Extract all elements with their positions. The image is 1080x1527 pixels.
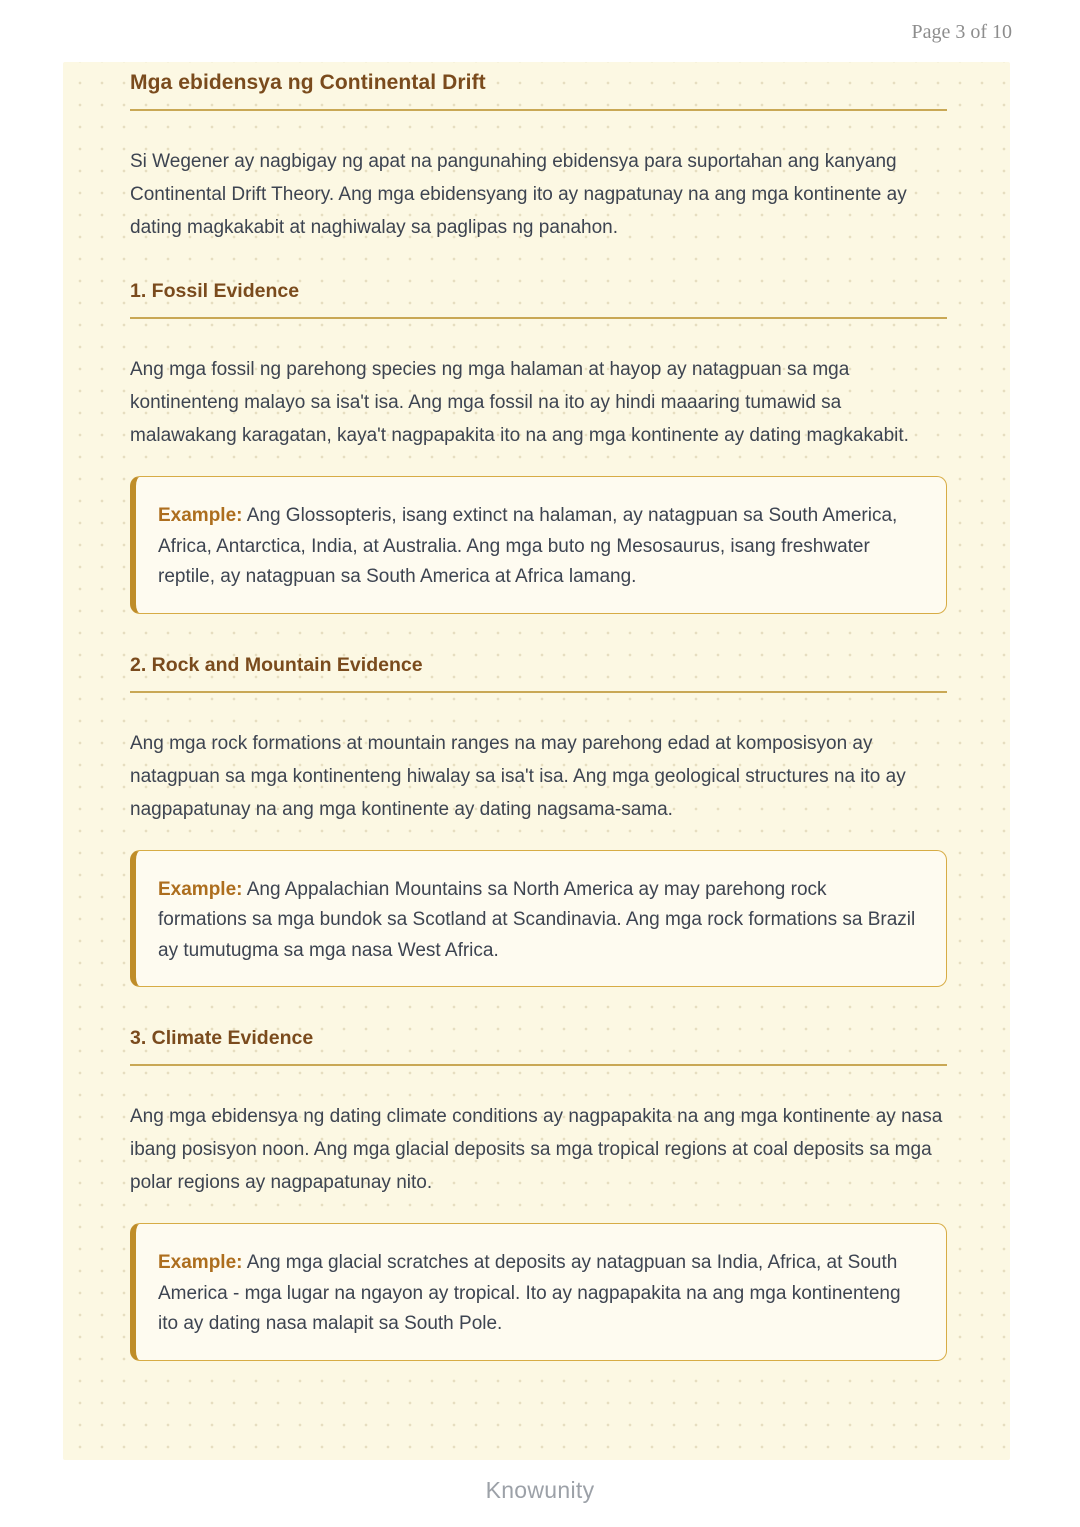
example-paragraph [158, 1248, 918, 1340]
title-rule [130, 109, 947, 111]
section-climate-evidence [130, 1027, 947, 1361]
section-paragraph: Ang mga rock formations at mountain ranges na may parehong edad at komposisyon ay natagpuan sa mga kontinenteng hiwalay sa isa't isa. Ang mga geological structures na ito ay nagpapatunay na ang mga kontinente ay dating nagsama-sama. [130, 732, 906, 820]
section-paragraph: Ang mga fossil ng parehong species ng mga halaman at hayop ay natagpuan sa mga kontinenteng malayo sa isa't isa. Ang mga fossil na ito ay hindi maaaring tumawid sa malawakang karagatan, kaya't nagpapakita ito na ang mga kontinente ay dating magkakabit. [130, 359, 909, 446]
section-fossil-evidence [130, 280, 947, 614]
page-indicator: Page 3 of 10 [911, 21, 1012, 43]
footer-brand: Knowunity [485, 1477, 595, 1503]
document-title: Mga ebidensya ng Continental Drift [130, 71, 486, 94]
example-box [130, 476, 947, 614]
section-heading: 2. Rock and Mountain Evidence [130, 653, 423, 676]
section-rule [130, 1064, 947, 1066]
notes-sheet [63, 62, 1010, 1460]
section-rule [130, 691, 947, 693]
example-text: Ang mga glacial scratches at deposits ay natagpuan sa India, Africa, at South America - mga lugar na ngayon ay tropical. Ito ay nagpapakita na ang mga kontinenteng ito ay dating nasa malapit sa South Pole. [158, 1252, 901, 1334]
section-heading: 1. Fossil Evidence [130, 280, 300, 302]
example-label: Example: [158, 1252, 243, 1273]
section-paragraph: Ang mga ebidensya ng dating climate conditions ay nagpapakita na ang mga kontinente ay nasa ibang posisyon noon. Ang mga glacial deposits sa mga tropical regions at coal deposits sa mga polar regions ay nagpapatunay nito. [130, 1106, 943, 1193]
example-text: Ang Appalachian Mountains sa North America ay may parehong rock formations sa mga bundok sa Scotland at Scandinavia. Ang mga rock formations sa Brazil ay tumutugma sa mga nasa West Africa. [158, 878, 916, 961]
section-rock-mountain-evidence [130, 654, 947, 988]
example-paragraph [158, 875, 918, 967]
example-label: Example: [158, 878, 243, 900]
section-rule [130, 317, 947, 319]
example-label: Example: [158, 505, 243, 526]
example-box [130, 850, 947, 988]
section-heading: 3. Climate Evidence [130, 1027, 314, 1049]
example-box [130, 1223, 947, 1361]
example-text: Ang Glossopteris, isang extinct na halaman, ay natagpuan sa South America, Africa, Antarctica, India, at Australia. Ang mga buto ng Mesosaurus, isang freshwater reptile, ay natagpuan sa South America at Africa lamang. [158, 505, 898, 587]
example-paragraph [158, 501, 918, 593]
intro-paragraph: Si Wegener ay nagbigay ng apat na pangunahing ebidensya para suportahan ang kanyang Continental Drift Theory. Ang mga ebidensyang ito ay nagpatunay na ang mga kontinente ay dating magkakabit at naghiwalay sa paglipas ng panahon. [130, 151, 907, 238]
